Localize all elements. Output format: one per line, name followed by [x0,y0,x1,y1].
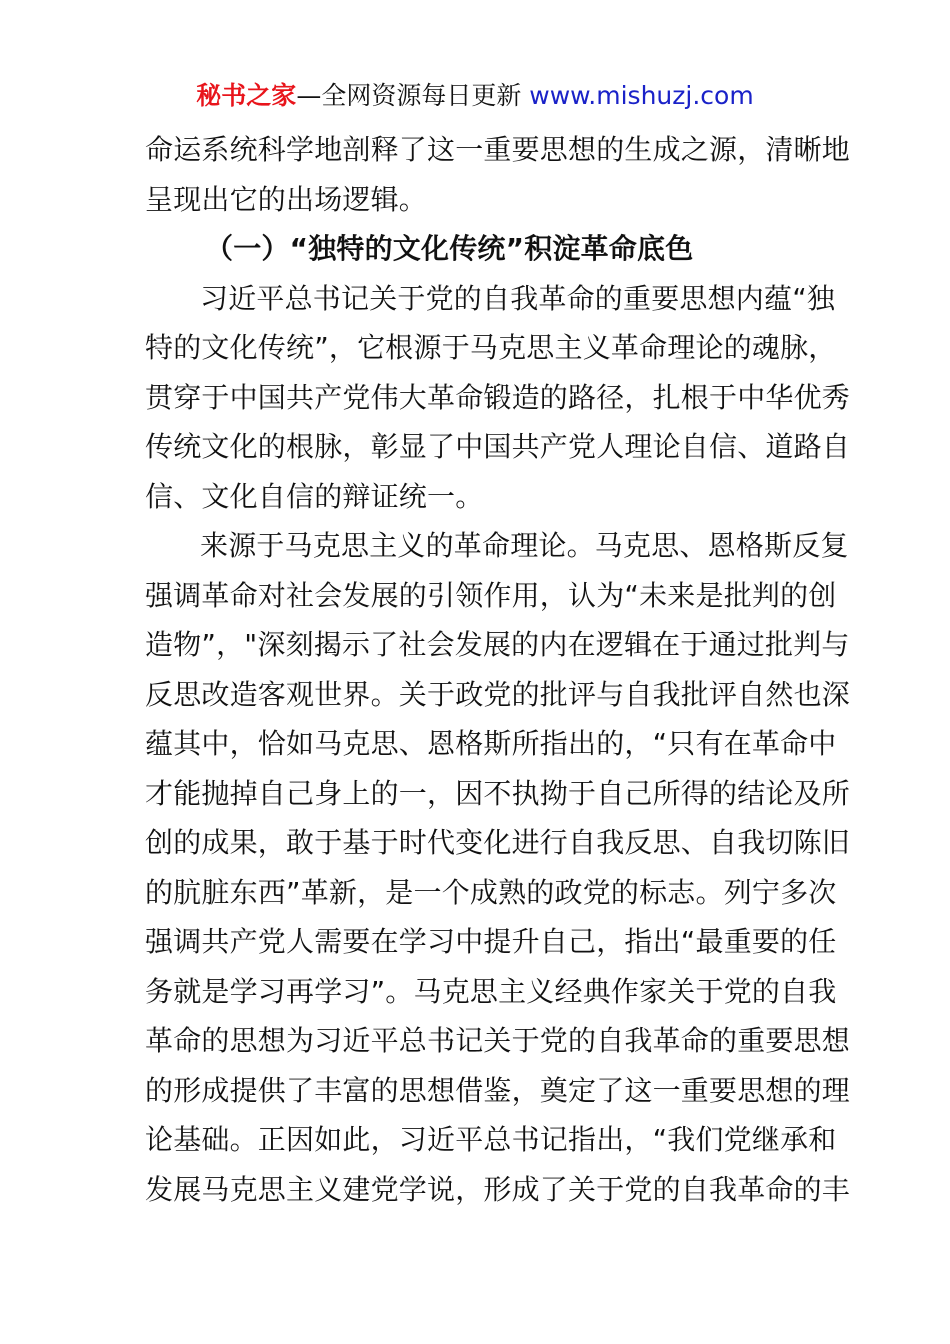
text-line: 反思改造客观世界。关于政党的批评与自我批评自然也深 [145,677,851,711]
text-line: 的形成提供了丰富的思想借鉴，奠定了这一重要思想的理 [145,1073,851,1107]
text-line: 贯穿于中国共产党伟大革命锻造的路径，扎根于中华优秀 [145,380,851,414]
text-line: 的肮脏东西”革新，是一个成熟的政党的标志。列宁多次 [145,875,837,909]
text-line: 革命的思想为习近平总书记关于党的自我革命的重要思想 [145,1024,851,1057]
site-url-link[interactable]: www.mishuzj.com [529,81,754,110]
section-heading: （一）“独特的文化传统”积淀革命底色 [205,232,694,265]
text-line: 强调革命对社会发展的引领作用，认为“未来是批判的创 [145,578,837,612]
text-line: 才能抛掉自己身上的一，因不执拗于自己所得的结论及所 [145,776,851,810]
text-line: 蕴其中，恰如马克思、恩格斯所指出的，“只有在革命中 [145,727,837,760]
text-line: 特的文化传统”，它根源于马克思主义革命理论的魂脉， [145,331,837,364]
text-line: 命运系统科学地剖释了这一重要思想的生成之源，清晰地 [145,133,851,166]
text-line: 传统文化的根脉，彰显了中国共产党人理论自信、道路自 [145,430,851,463]
site-tagline: —全网资源每日更新 [296,81,530,110]
text-line: 创的成果，敢于基于时代变化进行自我反思、自我切陈旧 [145,826,851,859]
text-line: 论基础。正因如此，习近平总书记指出，“我们党继承和 [145,1123,837,1156]
paragraph-first-line: 习近平总书记关于党的自我革命的重要思想内蕴“独 [200,281,836,315]
text-line: 强调共产党人需要在学习中提升自己，指出“最重要的任 [145,925,837,958]
paragraph-first-line: 来源于马克思主义的革命理论。马克思、恩格斯反复 [200,529,849,562]
document-body [145,125,851,1214]
site-header [0,78,950,114]
text-line: 信、文化自信的辩证统一。 [145,479,484,513]
text-line: 务就是学习再学习”。马克思主义经典作家关于党的自我 [145,974,837,1008]
text-line: 发展马克思主义建党学说，形成了关于党的自我革命的丰 [145,1172,851,1206]
site-brand: 秘书之家 [196,81,297,110]
text-line: 造物”，"深刻揭示了社会发展的内在逻辑在于通过批判与 [145,628,850,661]
text-line: 呈现出它的出场逻辑。 [145,182,428,216]
